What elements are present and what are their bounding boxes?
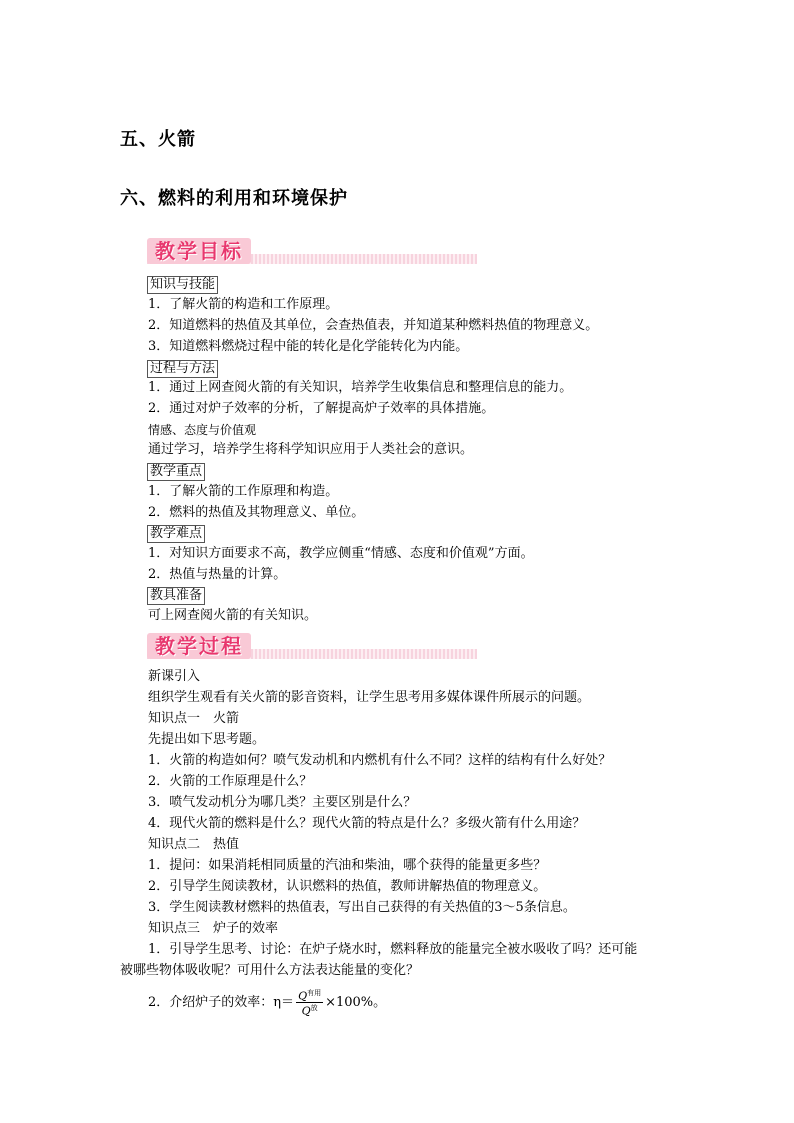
fraction-numerator: $Q^{有用}$: [298, 989, 322, 1003]
goal-process-2: 2．通过对炉子效率的分析，了解提高炉子效率的具体措施。: [148, 401, 495, 416]
formula-prefix: 2．介绍炉子的效率：η＝: [148, 995, 295, 1010]
heading-section-5: 五、火箭: [120, 129, 196, 150]
difficulty-1: 1．对知识方面要求不高，教学应侧重“情感、态度和价值观”方面。: [148, 546, 534, 561]
label-difficulties: 教学难点: [147, 525, 205, 543]
label-knowledge-point-1: 知识点一 火箭: [148, 711, 240, 726]
k1-question-3: 3．喷气发动机分为哪几类？主要区别是什么？: [148, 795, 417, 810]
label-process-methods: 过程与方法: [147, 360, 218, 378]
difficulty-2: 2．热值与热量的计算。: [148, 567, 287, 582]
k3-item-1-line1: 1．引导学生思考、讨论：在炉子烧水时，燃料释放的能量完全被水吸收了吗？还可能: [148, 942, 638, 957]
label-knowledge-point-3: 知识点三 炉子的效率: [148, 921, 279, 936]
goal-emotion: 通过学习，培养学生将科学知识应用于人类社会的意识。: [148, 442, 474, 457]
fraction-denominator: $Q^放$: [301, 1004, 318, 1018]
k2-item-2: 2．引导学生阅读教材，认识燃料的热值，教师讲解热值的物理意义。: [148, 879, 547, 894]
label-key-points: 教学重点: [147, 463, 205, 481]
goal-knowledge-2: 2．知道燃料的热值及其单位，会查热值表，并知道某种燃料热值的物理意义。: [148, 318, 599, 333]
k1-intro: 先提出如下思考题。: [148, 732, 266, 747]
label-emotion-values: 情感、态度与价值观: [148, 423, 257, 437]
label-tools: 教具准备: [147, 587, 205, 605]
k1-question-4: 4．现代火箭的燃料是什么？现代火箭的特点是什么？多级火箭有什么用途？: [148, 816, 586, 831]
banner-label: 教学目标: [147, 238, 251, 264]
banner-teaching-process: [147, 633, 477, 663]
formula-suffix: ×100%。: [325, 995, 387, 1010]
k2-item-1: 1．提问：如果消耗相同质量的汽油和柴油，哪个获得的能量更多些？: [148, 858, 547, 873]
efficiency-fraction: [296, 988, 323, 1016]
k1-question-1: 1．火箭的构造如何？喷气发动机和内燃机有什么不同？这样的结构有什么好处？: [148, 753, 612, 768]
tools-text: 可上网查阅火箭的有关知识。: [148, 608, 318, 623]
k2-item-3: 3．学生阅读教材燃料的热值表，写出自己获得的有关热值的3～5条信息。: [148, 900, 576, 915]
k3-formula-line: [148, 988, 386, 1018]
key-point-2: 2．燃料的热值及其物理意义、单位。: [148, 505, 365, 520]
label-intro: 新课引入: [148, 669, 201, 684]
intro-text: 组织学生观看有关火箭的影音资料，让学生思考用多媒体课件所展示的问题。: [148, 690, 591, 705]
goal-knowledge-3: 3．知道燃料燃烧过程中能的转化是化学能转化为内能。: [148, 339, 469, 354]
key-point-1: 1．了解火箭的工作原理和构造。: [148, 484, 339, 499]
goal-process-1: 1．通过上网查阅火箭的有关知识，培养学生收集信息和整理信息的能力。: [148, 380, 573, 395]
banner-label: 教学过程: [147, 633, 251, 659]
k3-item-1-line2: 被哪些物体吸收呢？可用什么方法表达能量的变化？: [120, 963, 420, 978]
banner-teaching-goals: [147, 238, 477, 268]
heading-section-6: 六、燃料的利用和环境保护: [120, 188, 348, 209]
goal-knowledge-1: 1．了解火箭的构造和工作原理。: [148, 297, 339, 312]
k1-question-2: 2．火箭的工作原理是什么？: [148, 774, 313, 789]
label-knowledge-point-2: 知识点二 热值: [148, 837, 240, 852]
label-knowledge-skills: 知识与技能: [147, 276, 218, 294]
